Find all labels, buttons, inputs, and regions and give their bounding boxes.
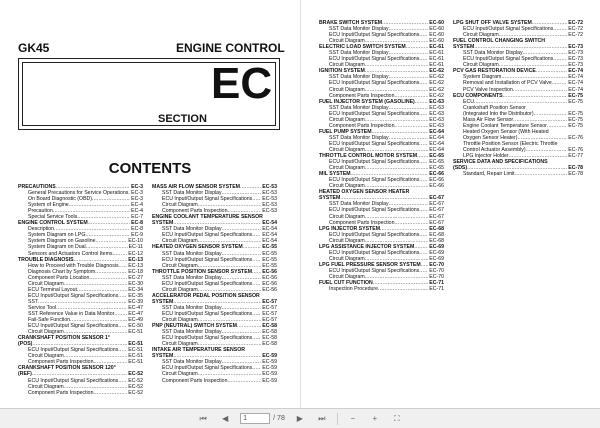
toc-entry-title: SERVICE DATA AND SPECIFICATIONS bbox=[453, 159, 548, 166]
toc-entry-title: Circuit Diagram bbox=[28, 280, 64, 287]
toc-entry-page: EC-52 bbox=[128, 377, 143, 384]
toc-entry-title: Precaution bbox=[28, 208, 53, 215]
toolbar-divider bbox=[337, 413, 338, 425]
toc-entry-page: EC-65 bbox=[429, 165, 444, 172]
toc-entry-page: EC-59 bbox=[262, 377, 277, 384]
toc-entry-title: MASS AIR FLOW SENSOR SYSTEM bbox=[152, 184, 240, 190]
toc-entry-title: ECU Input/Output Signal Specifications bbox=[329, 32, 420, 39]
toc-entry-title: ECU Input/Output Signal Specifications bbox=[329, 207, 420, 214]
toc-entry-title: ECU Input/Output Signal Specifications bbox=[28, 347, 119, 354]
toc-entry-title: ECU Input/Output Signal Specifications bbox=[162, 232, 253, 239]
toc-entry-title: Circuit Diagram bbox=[162, 238, 198, 245]
toc-entry-title: ECU Input/Output Signal Specifications bbox=[329, 110, 420, 117]
toc-entry-title: THROTTLE POSITION SENSOR SYSTEM bbox=[152, 268, 253, 275]
toc-entry-page: EC-65 bbox=[429, 159, 444, 166]
toc-entry-page: EC-75 bbox=[568, 122, 583, 129]
toc-entry-title: Circuit Diagram bbox=[329, 146, 365, 153]
toc-entry-page: EC-58 bbox=[262, 329, 277, 336]
toc-entry-title: ECU Input/Output Signal Specifications bbox=[162, 310, 253, 317]
toc-entry[interactable] bbox=[453, 171, 583, 177]
toc-entry-title: ECU Input/Output Signal Specifications bbox=[162, 365, 253, 372]
toc-entry-title: FUEL PUMP SYSTEM bbox=[319, 128, 372, 135]
toc-entry-title: System Diagram on LPG bbox=[28, 232, 86, 239]
toc-entry-title: Oxygen Sensor Heater) bbox=[463, 134, 518, 141]
toc-entry-title: (SDS) bbox=[453, 165, 468, 172]
toc-entry-title: SYSTEM bbox=[453, 44, 475, 51]
toc-entry-page: EC-61 bbox=[429, 50, 444, 57]
toc-entry-page: EC-18 bbox=[128, 268, 143, 275]
toc-entry-page: EC-68 bbox=[429, 237, 444, 244]
toc-entry[interactable] bbox=[18, 390, 143, 396]
toc-entry-title: FUEL INJECTOR SYSTEM (GASOLINE) bbox=[319, 98, 415, 105]
toc-entry-page: EC-66 bbox=[429, 183, 444, 190]
toc-entry-page: EC-56 bbox=[262, 274, 277, 281]
toc-entry-page: EC-57 bbox=[262, 317, 277, 324]
toc-entry-title: Component Parts Location bbox=[28, 274, 90, 281]
toc-entry-title: Circuit Diagram bbox=[329, 273, 365, 280]
toc-entry-title: (POS) bbox=[18, 341, 33, 348]
toc-entry-title: ECU Input/Output Signal Specifications bbox=[329, 56, 420, 63]
toc-entry-page: EC-62 bbox=[429, 92, 444, 99]
toc-entry-page: EC-55 bbox=[262, 256, 277, 263]
toc-entry-title: ECU Input/Output Signal Specifications bbox=[329, 249, 420, 256]
toc-entry-page: EC-4 bbox=[131, 208, 143, 215]
toc-entry-page: EC-53 bbox=[262, 208, 277, 215]
toc-entry-title: ECU Input/Output Signal Specifications bbox=[329, 177, 420, 184]
toc-entry-title: System of Engine bbox=[28, 202, 69, 209]
right-page bbox=[300, 0, 600, 408]
toc-entry-title: Circuit Diagram bbox=[329, 62, 365, 69]
toc-entry-page: EC-51 bbox=[128, 347, 143, 354]
toc-entry-page: EC-62 bbox=[429, 80, 444, 87]
toc-entry-title: Component Parts Inspection bbox=[329, 219, 395, 226]
toc-leader-dots bbox=[93, 390, 127, 396]
toc-entry-page: EC-56 bbox=[262, 280, 277, 287]
toc-entry-page: EC-57 bbox=[262, 304, 277, 311]
toc-entry-title: ECU Input/Output Signal Specifications bbox=[329, 80, 420, 87]
toc-entry-page: EC-75 bbox=[568, 116, 583, 123]
toc-entry-title: Control Actuator Assembly) bbox=[463, 146, 526, 153]
toc-entry-page: EC-74 bbox=[568, 80, 583, 87]
toc-entry-title: Circuit Diagram bbox=[463, 32, 499, 39]
toc-entry-title: Diagnosis Chart by Symptom bbox=[28, 268, 96, 275]
toc-entry-title: ECU bbox=[463, 98, 474, 105]
toc-entry-title: PCV GAS RESTORATION DEVICE bbox=[453, 68, 536, 75]
toc-entry-page: EC-59 bbox=[262, 353, 277, 360]
toc-entry-page: EC-78 bbox=[568, 165, 583, 172]
toc-entry-page: EC-72 bbox=[568, 26, 583, 33]
toc-column-4 bbox=[453, 20, 583, 177]
toc-entry-page: EC-63 bbox=[429, 116, 444, 123]
toc-entry-page: EC-11 bbox=[128, 244, 143, 251]
toc-entry-page: EC-77 bbox=[568, 153, 583, 160]
toc-entry-title: SYSTEM bbox=[152, 298, 174, 305]
toc-entry-page: EC-12 bbox=[128, 250, 143, 257]
last-page-icon[interactable]: ⏭ bbox=[318, 413, 326, 423]
toc-entry-title: ECU Input/Output Signal Specifications bbox=[329, 267, 420, 274]
toc-entry-title: ECU Input/Output Signal Specifications bbox=[329, 140, 420, 147]
toc-entry-title: SST Data Monitor Display bbox=[162, 359, 222, 366]
toc-entry-page: EC-61 bbox=[429, 44, 444, 51]
toc-entry-title: Sensors and Actuators Control Items bbox=[28, 250, 113, 257]
toc-entry-page: EC-62 bbox=[429, 86, 444, 93]
toc-entry-page: EC-50 bbox=[128, 323, 143, 330]
toc-entry-page: EC-68 bbox=[429, 231, 444, 238]
toc-entry-page: EC-66 bbox=[429, 177, 444, 184]
toc-entry-page: EC-70 bbox=[429, 273, 444, 280]
toc-entry-title: Circuit Diagram bbox=[329, 183, 365, 190]
toc-entry-title: SST Data Monitor Display bbox=[162, 329, 222, 336]
toc-entry-title: SYSTEM bbox=[319, 195, 341, 202]
toc-entry-title: Standard, Repair Limit bbox=[463, 171, 515, 178]
toc-entry-page: EC-64 bbox=[429, 134, 444, 141]
toc-entry-title: ECU Input/Output Signal Specifications bbox=[162, 196, 253, 203]
toc-entry-page: EC-64 bbox=[429, 140, 444, 147]
toc-entry-title: MIL SYSTEM bbox=[319, 171, 351, 178]
toc-entry-page: EC-67 bbox=[429, 201, 444, 208]
toc-entry-title: Mass Air Flow Sensor bbox=[463, 116, 514, 123]
toc-entry-page: EC-73 bbox=[568, 56, 583, 63]
toc-entry-page: EC-74 bbox=[568, 86, 583, 93]
toc-entry-title: ECU Input/Output Signal Specifications bbox=[28, 323, 119, 330]
toc-entry-title: Inspection Procedure bbox=[329, 286, 379, 293]
toc-entry-page: EC-7 bbox=[131, 214, 143, 221]
toc-entry-title: IGNITION SYSTEM bbox=[319, 68, 365, 75]
toc-entry-page: EC-59 bbox=[262, 365, 277, 372]
toc-entry-title: Circuit Diagram bbox=[162, 202, 198, 209]
contents-heading: CONTENTS bbox=[108, 160, 192, 177]
toc-entry-title: TROUBLE DIAGNOSIS bbox=[18, 256, 74, 263]
toc-entry-page: EC-8 bbox=[131, 226, 143, 233]
toc-entry-page: EC-51 bbox=[128, 359, 143, 366]
toc-entry-title: Circuit Diagram bbox=[463, 62, 499, 69]
toc-entry-title: Service Tool bbox=[28, 304, 57, 311]
first-page-icon[interactable]: ⏮ bbox=[199, 413, 207, 423]
toc-entry-page: EC-4 bbox=[131, 202, 143, 209]
toc-entry-title: ECU Input/Output Signal Specifications bbox=[329, 159, 420, 166]
toc-entry-title: Throttle Position Sensor (Electric Throttle bbox=[463, 140, 558, 147]
toc-entry-page: EC-51 bbox=[128, 341, 143, 348]
section-label: SECTION bbox=[158, 113, 207, 125]
page-indicator bbox=[240, 413, 285, 424]
toc-entry-title: SST Data Monitor Display bbox=[329, 26, 389, 33]
toc-entry-page: EC-3 bbox=[131, 190, 143, 197]
toc-entry-page: EC-39 bbox=[128, 298, 143, 305]
model-code: GK45 bbox=[18, 41, 50, 55]
toc-entry[interactable] bbox=[319, 286, 444, 292]
toc-entry-title: PRECAUTIONS bbox=[18, 184, 56, 190]
toc-entry-title: SST Data Monitor Display bbox=[162, 226, 222, 233]
toc-entry-page: EC-59 bbox=[262, 359, 277, 366]
toc-entry-title: Circuit Diagram bbox=[329, 165, 365, 172]
toc-entry-title: Circuit Diagram bbox=[329, 38, 365, 45]
toc-entry-title: System Diagram on Dual bbox=[28, 244, 86, 251]
toc-entry-page: EC-78 bbox=[568, 171, 583, 178]
toc-entry-page: EC-75 bbox=[568, 110, 583, 117]
toc-entry-title: Circuit Diagram bbox=[162, 262, 198, 269]
toc-entry-title: Circuit Diagram bbox=[28, 329, 64, 336]
toc-entry-page: EC-72 bbox=[568, 20, 583, 26]
toc-entry-page: EC-27 bbox=[128, 274, 143, 281]
toc-entry-page: EC-60 bbox=[429, 20, 444, 26]
toc-entry-page: EC-70 bbox=[429, 261, 444, 268]
toc-entry-page: EC-9 bbox=[131, 232, 143, 239]
toc-entry-title: Circuit Diagram bbox=[329, 86, 365, 93]
toc-entry-page: EC-72 bbox=[568, 32, 583, 39]
toc-entry-page: EC-65 bbox=[429, 153, 444, 160]
toc-leader-dots bbox=[378, 286, 428, 292]
toc-column-2 bbox=[152, 184, 277, 384]
pdf-viewer-toolbar bbox=[0, 408, 600, 428]
toc-entry-title: SST Reference Value in Data Monitor bbox=[28, 310, 115, 317]
toc-entry-title: ECU Input/Output Signal Specifications bbox=[162, 256, 253, 263]
toc-entry-page: EC-76 bbox=[568, 146, 583, 153]
toc-entry-title: Heated Oxygen Sensor (With Heated bbox=[463, 128, 549, 135]
toc-entry-title: (REF) bbox=[18, 371, 32, 378]
toc-entry-title: LPG Injector Holder bbox=[463, 153, 509, 160]
toc-entry-title: Circuit Diagram bbox=[28, 383, 64, 390]
toc-entry-title: ACCELERATOR PEDAL POSITION SENSOR bbox=[152, 292, 260, 299]
toc-entry-page: EC-75 bbox=[568, 98, 583, 105]
toc-entry-title: Crankshaft Position Sensor bbox=[463, 104, 526, 111]
toc-column-3 bbox=[319, 20, 444, 292]
toc-entry-page: EC-74 bbox=[568, 68, 583, 75]
toc-entry-title: INTAKE AIR TEMPERATURE SENSOR bbox=[152, 347, 245, 354]
toc-entry-page: EC-67 bbox=[429, 207, 444, 214]
toc-entry-page: EC-52 bbox=[128, 371, 143, 378]
toc-entry-page: EC-53 bbox=[262, 184, 277, 190]
toc-entry-title: SYSTEM bbox=[152, 353, 174, 360]
toc-entry-page: EC-60 bbox=[429, 26, 444, 33]
toc-entry[interactable] bbox=[152, 378, 277, 384]
toc-entry-title: SST Data Monitor Display bbox=[162, 190, 222, 197]
toc-entry-title: CRANKSHAFT POSITION SENSOR 120° bbox=[18, 365, 116, 372]
toc-entry-title: ECU Terminal Layout bbox=[28, 286, 77, 293]
toc-entry-title: PCV Valve Inspection bbox=[463, 86, 513, 93]
toc-entry-title: Component Parts Inspection bbox=[28, 389, 94, 396]
toc-entry-title: ECU Input/Output Signal Specifications bbox=[28, 292, 119, 299]
toc-entry-title: How to Proceed with Trouble Diagnosis bbox=[28, 262, 119, 269]
toc-entry-title: FUEL CUT FUNCTION bbox=[319, 280, 373, 287]
toc-entry-page: EC-73 bbox=[568, 44, 583, 51]
toc-entry-title: SST Data Monitor Display bbox=[162, 274, 222, 281]
toc-entry-page: EC-51 bbox=[128, 353, 143, 360]
toc-entry-title: SYSTEM bbox=[152, 220, 174, 227]
toc-entry-page: EC-57 bbox=[262, 310, 277, 317]
toc-entry-page: EC-58 bbox=[262, 323, 277, 330]
toc-entry-page: EC-53 bbox=[262, 202, 277, 209]
toc-entry-title: Circuit Diagram bbox=[329, 237, 365, 244]
toc-entry-page: EC-3 bbox=[131, 184, 143, 190]
page-total: / 78 bbox=[273, 415, 285, 422]
toc-entry-page: EC-64 bbox=[429, 146, 444, 153]
toc-entry-title: ECU Input/Output Signal Specifications bbox=[463, 26, 554, 33]
toc-entry-page: EC-58 bbox=[262, 335, 277, 342]
toc-entry-page: EC-54 bbox=[262, 238, 277, 245]
toc-entry-title: SST Data Monitor Display bbox=[329, 134, 389, 141]
toc-entry-title: SST Data Monitor Display bbox=[329, 201, 389, 208]
toc-entry-page: EC-35 bbox=[128, 292, 143, 299]
toc-entry-page: EC-61 bbox=[429, 62, 444, 69]
previous-page-icon[interactable]: ◀ bbox=[222, 414, 229, 423]
toc-entry-page: EC-60 bbox=[429, 38, 444, 45]
toc-entry-title: LPG SHUT OFF VALVE SYSTEM bbox=[453, 20, 532, 26]
page-number-input[interactable]: 1 bbox=[240, 413, 270, 424]
toc-entry-title: SST Data Monitor Display bbox=[463, 50, 523, 57]
toc-entry-title: CRANKSHAFT POSITION SENSOR 1° bbox=[18, 335, 110, 342]
toc-entry-page: EC-52 bbox=[128, 383, 143, 390]
toc-entry-title: ECU COMPONENTS bbox=[453, 92, 503, 99]
toc-entry-title: Component Parts Inspection bbox=[162, 377, 228, 384]
toc-leader-dots bbox=[227, 378, 261, 384]
toc-entry-title: Circuit Diagram bbox=[162, 371, 198, 378]
toc-entry-page: EC-3 bbox=[131, 196, 143, 203]
toc-entry-title: Circuit Diagram bbox=[329, 255, 365, 262]
toc-entry-page: EC-69 bbox=[429, 255, 444, 262]
toc-entry-page: EC-71 bbox=[429, 280, 444, 287]
toc-entry-title: Removal and Installation of PCV Valve bbox=[463, 80, 552, 87]
toc-entry-title: Component Parts Inspection bbox=[162, 208, 228, 215]
toc-entry-page: EC-70 bbox=[429, 267, 444, 274]
section-code: EC bbox=[211, 59, 273, 108]
toc-entry-page: EC-63 bbox=[429, 98, 444, 105]
zoom-in-icon[interactable]: + bbox=[372, 414, 378, 423]
toc-entry-title: SST bbox=[28, 298, 39, 305]
toc-entry-page: EC-64 bbox=[429, 128, 444, 135]
toc-entry-title: ECU Input/Output Signal Specifications bbox=[329, 231, 420, 238]
toc-entry-title: Circuit Diagram bbox=[162, 317, 198, 324]
toc-entry-title: ECU Input/Output Signal Specifications bbox=[162, 280, 253, 287]
toc-entry-page: EC-54 bbox=[262, 226, 277, 233]
toc-entry-page: EC-49 bbox=[128, 317, 143, 324]
toc-entry-page: EC-63 bbox=[429, 104, 444, 111]
toc-entry-page: EC-73 bbox=[568, 62, 583, 69]
toc-entry-title: SST Data Monitor Display bbox=[162, 250, 222, 257]
toc-entry-title: ECU Input/Output Signal Specifications bbox=[28, 377, 119, 384]
toc-entry-title: SST Data Monitor Display bbox=[329, 50, 389, 57]
toc-entry-page: EC-71 bbox=[429, 286, 444, 293]
toc-entry-title: Component Parts Inspection bbox=[28, 359, 94, 366]
toc-entry-page: EC-10 bbox=[128, 238, 143, 245]
toc-entry-title: Special Service Tools bbox=[28, 214, 78, 221]
toc-entry-title: ENGINE CONTROL SYSTEM bbox=[18, 220, 88, 227]
toc-entry-title: PNP (NEUTRAL) SWITCH SYSTEM bbox=[152, 323, 237, 330]
toc-entry-title: ECU Input/Output Signal Specifications bbox=[463, 56, 554, 63]
toc-entry-page: EC-61 bbox=[429, 56, 444, 63]
toc-entry-page: EC-69 bbox=[429, 249, 444, 256]
toc-entry-page: EC-8 bbox=[131, 220, 143, 227]
next-page-icon[interactable]: ▶ bbox=[296, 414, 303, 423]
toc-entry-page: EC-69 bbox=[429, 243, 444, 250]
toc-entry-page: EC-53 bbox=[262, 196, 277, 203]
toc-entry-page: EC-68 bbox=[429, 225, 444, 232]
toc-entry-page: EC-67 bbox=[429, 219, 444, 226]
toc-entry-title: HEATED OXYGEN SENSOR HEATER bbox=[319, 189, 410, 196]
toc-entry-page: EC-51 bbox=[128, 329, 143, 336]
toc-entry-title: Component Parts Inspection bbox=[329, 122, 395, 129]
toc-entry-page: EC-34 bbox=[128, 286, 143, 293]
toc-entry-page: EC-63 bbox=[429, 122, 444, 129]
toc-entry-page: EC-75 bbox=[568, 92, 583, 99]
fit-page-icon[interactable]: ⛶ bbox=[394, 413, 400, 423]
toc-entry-page: EC-55 bbox=[262, 250, 277, 257]
toc-leader-dots bbox=[515, 171, 568, 177]
toc-entry-title: Circuit Diagram bbox=[329, 116, 365, 123]
toc-entry-page: EC-76 bbox=[568, 134, 583, 141]
toc-entry-title: ELECTRIC LOAD SWITCH SYSTEM bbox=[319, 44, 406, 51]
toc-entry-title: ENGINE COOLANT TEMPERATURE SENSOR bbox=[152, 214, 263, 221]
toc-entry-page: EC-52 bbox=[128, 389, 143, 396]
toc-entry-page: EC-74 bbox=[568, 74, 583, 81]
toc-entry-page: EC-67 bbox=[429, 195, 444, 202]
toc-entry-title: THROTTLE CONTROL MOTOR SYSTEM bbox=[319, 153, 418, 160]
toc-entry-title: ECU Input/Output Signal Specifications bbox=[162, 335, 253, 342]
toc-entry-title: System Diagram bbox=[463, 74, 502, 81]
toc-entry-page: EC-63 bbox=[429, 110, 444, 117]
toc-column-1 bbox=[18, 184, 143, 396]
toc-entry-page: EC-57 bbox=[262, 298, 277, 305]
toc-entry-title: Circuit Diagram bbox=[162, 286, 198, 293]
toc-entry-title: SST Data Monitor Display bbox=[162, 304, 222, 311]
toc-entry-title: Circuit Diagram bbox=[162, 341, 198, 348]
toc-entry-title: BRAKE SWITCH SYSTEM bbox=[319, 20, 383, 26]
toc-entry-page: EC-58 bbox=[262, 341, 277, 348]
toc-entry-title: HEATED OXYGEN SENSOR SYSTEM bbox=[152, 244, 243, 251]
toc-entry-title: (Integrated Into the Distributor) bbox=[463, 110, 534, 117]
toc-entry-page: EC-66 bbox=[429, 171, 444, 178]
toc-entry-title: LPG FUEL PRESSURE SENSOR SYSTEM bbox=[319, 261, 421, 268]
toc-entry-title: Component Parts Inspection bbox=[329, 92, 395, 99]
toc-entry-page: EC-47 bbox=[128, 304, 143, 311]
toc-entry-title: SST Data Monitor Display bbox=[329, 104, 389, 111]
toc-entry-page: EC-62 bbox=[429, 68, 444, 75]
toc-entry-page: EC-60 bbox=[429, 32, 444, 39]
toc-entry-page: EC-13 bbox=[128, 256, 143, 263]
toc-entry-page: EC-73 bbox=[568, 50, 583, 57]
toc-entry-page: EC-54 bbox=[262, 232, 277, 239]
toc-entry-title: System Diagram on Gasoline bbox=[28, 238, 96, 245]
left-page bbox=[0, 0, 300, 408]
toc-entry-title: General Precautions for Service Operations bbox=[28, 190, 129, 197]
toc-entry-title: Circuit Diagram bbox=[329, 213, 365, 220]
toc-entry-page: EC-55 bbox=[262, 244, 277, 251]
toc-entry-title: FUEL CONTROL CHANGING SWITCH bbox=[453, 38, 546, 45]
toc-entry-page: EC-56 bbox=[262, 286, 277, 293]
toc-entry-title: Description bbox=[28, 226, 54, 233]
zoom-out-icon[interactable]: − bbox=[350, 414, 356, 423]
toc-leader-dots bbox=[547, 123, 567, 129]
toc-entry-title: LPG INJECTOR SYSTEM bbox=[319, 225, 381, 232]
toc-entry-page: EC-54 bbox=[262, 220, 277, 227]
toc-entry-title: On Board Diagnostic (OBD) bbox=[28, 196, 93, 203]
section-title: ENGINE CONTROL bbox=[176, 41, 285, 55]
toc-entry-page: EC-67 bbox=[429, 213, 444, 220]
toc-entry-page: EC-59 bbox=[262, 371, 277, 378]
toc-entry-page: EC-53 bbox=[262, 190, 277, 197]
toc-entry-page: EC-62 bbox=[429, 74, 444, 81]
toc-entry-title: SST Data Monitor Display bbox=[329, 74, 389, 81]
toc-entry-title: Circuit Diagram bbox=[28, 353, 64, 360]
toc-entry-title: Engine Coolant Temperature Sensor bbox=[463, 122, 547, 129]
toc-entry-page: EC-55 bbox=[262, 262, 277, 269]
toc-entry-page: EC-56 bbox=[262, 268, 277, 275]
toc-entry-page: EC-13 bbox=[128, 262, 143, 269]
toc-entry-title: LPG ASSISTANCE INJECTOR SYSTEM bbox=[319, 243, 415, 250]
toc-entry-title: Fail-Safe Function bbox=[28, 317, 71, 324]
toc-entry-page: EC-47 bbox=[128, 310, 143, 317]
toc-entry-page: EC-30 bbox=[128, 280, 143, 287]
